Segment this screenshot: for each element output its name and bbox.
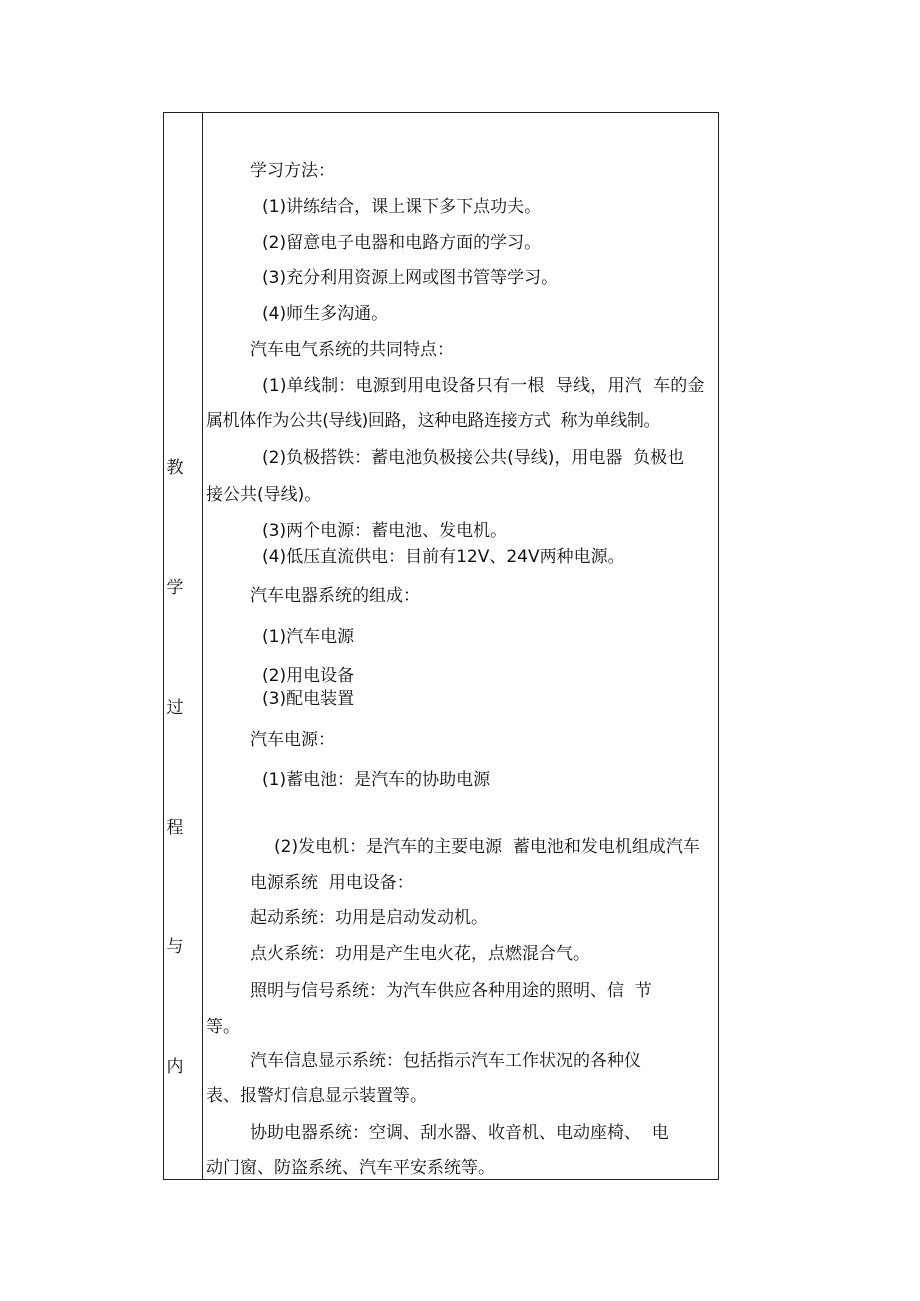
paragraph-line: 动门窗、防盗系统、汽车平安系统等。 — [206, 1158, 495, 1178]
side-heading-char: 程 — [166, 818, 184, 838]
paragraph-line: 照明与信号系统：为汽车供应各种用途的照明、信 节 — [250, 981, 652, 1001]
paragraph-line: 接公共(导线)。 — [206, 485, 322, 505]
list-item: (3)配电装置 — [262, 689, 355, 709]
side-heading-char: 与 — [166, 937, 184, 957]
column-divider — [202, 113, 203, 1179]
section-heading: 汽车电器系统的组成： — [250, 586, 420, 606]
list-item: (2)用电设备 — [262, 666, 355, 686]
list-item: (4)低压直流供电：目前有12V、24V两种电源。 — [262, 547, 625, 567]
paragraph-line: (2)负极搭铁：蓄电池负极接公共(导线)，用电器 负极也 — [262, 448, 685, 468]
side-heading-char: 教 — [166, 458, 184, 478]
paragraph-line: 表、报警灯信息显示装置等。 — [206, 1086, 427, 1106]
list-item: (3)充分利用资源上网或图书管等学习。 — [262, 268, 559, 288]
paragraph-line: (1)单线制：电源到用电设备只有一根 导线，用汽 车的金 — [262, 376, 705, 396]
list-item: (1)汽车电源 — [262, 627, 355, 647]
paragraph-line: 点火系统：功用是产生电火花，点燃混合气。 — [250, 944, 590, 964]
paragraph-line: 属机体作为公共(导线)回路，这种电路连接方式 称为单线制。 — [206, 411, 661, 431]
section-heading: 学习方法： — [250, 161, 335, 181]
side-heading-char: 内 — [166, 1057, 184, 1077]
side-heading-char: 过 — [166, 698, 184, 718]
paragraph-line: 起动系统：功用是启动发动机。 — [250, 908, 488, 928]
section-heading: 汽车电气系统的共同特点： — [250, 340, 454, 360]
paragraph-line: 协助电器系统：空调、刮水器、收音机、电动座椅、 电 — [250, 1123, 669, 1143]
paragraph-line: 电源系统 用电设备： — [250, 873, 414, 893]
paragraph-line: 等。 — [206, 1017, 240, 1037]
list-item: (1)讲练结合，课上课下多下点功夫。 — [262, 197, 542, 217]
paragraph-line: (2)发电机：是汽车的主要电源 蓄电池和发电机组成汽车 — [274, 837, 700, 857]
list-item: (3)两个电源：蓄电池、发电机。 — [262, 521, 508, 541]
side-heading-char: 学 — [166, 578, 184, 598]
list-item: (2)留意电子电器和电路方面的学习。 — [262, 233, 542, 253]
paragraph-line: 汽车信息显示系统：包括指示汽车工作状况的各种仪 — [250, 1051, 641, 1071]
section-heading: 汽车电源： — [250, 730, 335, 750]
list-item: (4)师生多沟通。 — [262, 304, 389, 324]
list-item: (1)蓄电池：是汽车的协助电源 — [262, 770, 491, 790]
